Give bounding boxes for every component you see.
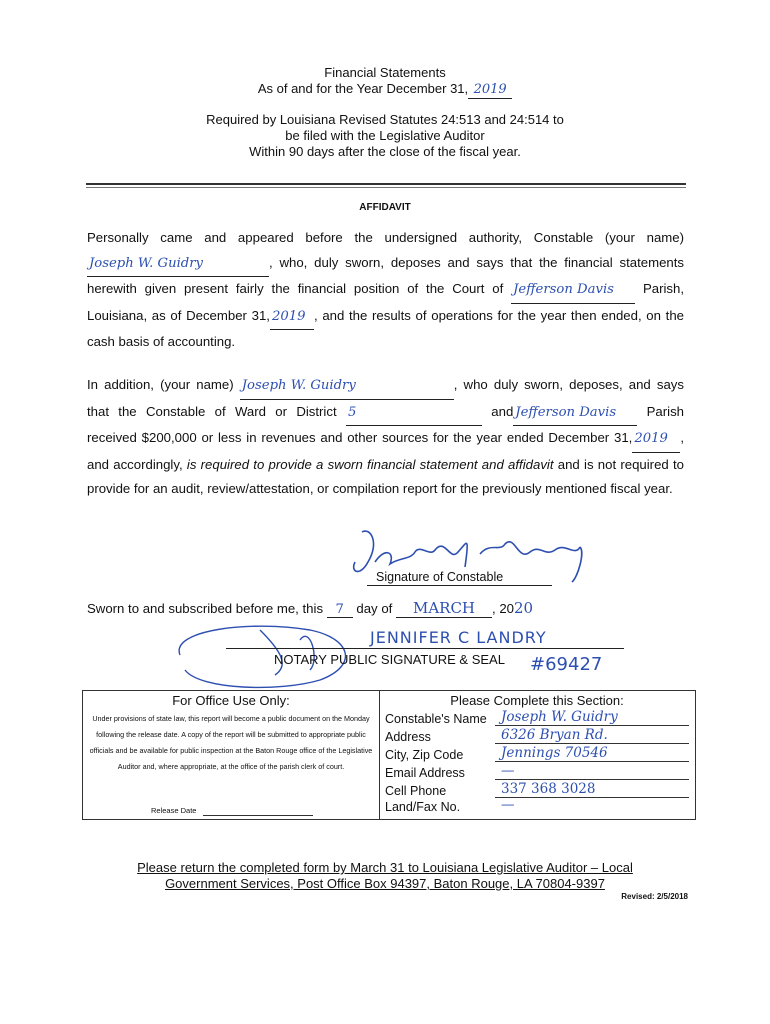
label-cell-phone: Cell Phone [385,784,447,798]
office-use-section [83,691,380,819]
p1-text-b: , who, duly sworn, deposes and says that the financial statements herewith given present fairly the financial position of the Court of [87,254,684,296]
sworn-prefix: Sworn to and subscribed before me, this [87,601,324,616]
constable-signature-label: Signature of Constable [376,570,504,584]
divider-rule-thin [86,187,686,188]
handwritten-year-3: 2019 [632,427,680,453]
p2-text-b: , who duly sworn, deposes, and says that the Constable of Ward or District [87,377,684,419]
p1-text-d: , and the results of operations for the year then ended, on the cash basis of accounting. [87,307,684,349]
label-constable-name: Constable's Name [385,712,487,726]
handwritten-month: MARCH [396,599,492,618]
p1-text-c: Parish, Louisiana, as of December 31, [87,281,685,323]
p2-text-a: In addition, (your name) [87,377,234,392]
handwritten-year: 2019 [468,81,512,99]
affidavit-paragraph-1 [87,226,684,355]
year-prefix: , 20 [492,601,514,616]
p2-text-e: , and accordingly, [87,430,684,472]
notary-number: #69427 [530,654,603,675]
title-line-1: Financial Statements [324,65,446,80]
label-land-fax: Land/Fax No. [385,800,461,814]
requirement-line-3: Within 90 days after the close of the fiscal year. [249,144,521,159]
value-city-zip[interactable]: Jennings 70546 [495,745,689,762]
p2-italic-text: is required to provide a sworn financial statement and affidavit [186,456,554,472]
requirement-line-1: Required by Louisiana Revised Statutes 24:513 and 24:514 to [206,112,564,127]
subtitle-text: As of and for the Year December 31, [257,81,469,96]
revised-date: Revised: 2/5/2018 [621,892,688,901]
handwritten-parish: Jefferson Davis [511,278,635,304]
p2-text-c: and [491,403,514,419]
office-use-title: For Office Use Only: [172,693,290,708]
value-constable-name[interactable]: Joseph W. Guidry [495,709,689,726]
value-email[interactable]: — [495,763,689,780]
footer-line-2: Government Services, Post Office Box 94397, Baton Rouge, LA 70804-9397 [165,876,605,891]
label-city-zip: City, Zip Code [385,748,464,762]
label-address: Address [385,730,431,744]
doc-subtitle [0,80,770,99]
divider-rule [86,183,686,185]
release-date-line [203,815,313,816]
complete-section-title: Please Complete this Section: [450,693,624,708]
handwritten-parish-2: Jefferson Davis [513,401,637,427]
doc-title [0,64,770,81]
notary-signature-line [226,648,624,649]
constable-signature-line [367,585,552,586]
value-address[interactable]: 6326 Bryan Rd. [495,727,689,744]
notary-printed-name: JENNIFER C LANDRY [370,628,547,647]
release-date-label: Release Date [151,806,197,815]
handwritten-constable-name-2: Joseph W. Guidry [240,374,454,400]
label-email: Email Address [385,766,465,780]
affidavit-paragraph-2 [87,373,684,502]
p2-text-d: Parish received $200,000 or less in revenues and other sources for the year ended December 31, [87,403,685,445]
affidavit-heading: AFFIDAVIT [359,202,411,213]
handwritten-day: 7 [327,602,353,618]
value-cell-phone[interactable]: 337 368 3028 [495,781,689,798]
handwritten-ward: 5 [346,401,482,427]
form-box [82,690,696,820]
handwritten-sworn-year: 20 [514,599,534,617]
handwritten-constable-name: Joseph W. Guidry [87,252,269,278]
requirement-line-2: be filed with the Legislative Auditor [285,128,485,143]
p1-text-a: Personally came and appeared before the undersigned authority, Constable (your name) [87,230,684,245]
footer-line-1: Please return the completed form by March 31 to Louisiana Legislative Auditor – Local [137,860,633,875]
handwritten-year-2: 2019 [270,305,314,331]
day-of-text: day of [356,601,393,616]
notary-label: NOTARY PUBLIC SIGNATURE & SEAL [274,652,505,667]
office-use-note: Under provisions of state law, this report will become a public document on the Monday following the release date. A copy of the report will be submitted to appropriate public officials and be available for public inspection at the Baton Rouge office of the Legislative Auditor and, where appropriate, at the office of the parish clerk of court. [89,714,373,771]
value-land-fax[interactable]: — [501,797,515,813]
row-land-fax [385,797,693,817]
p2-text-f: and is not required to provide for an audit, review/attestation, or compilation report for the previously mentioned fiscal year. [87,456,684,496]
